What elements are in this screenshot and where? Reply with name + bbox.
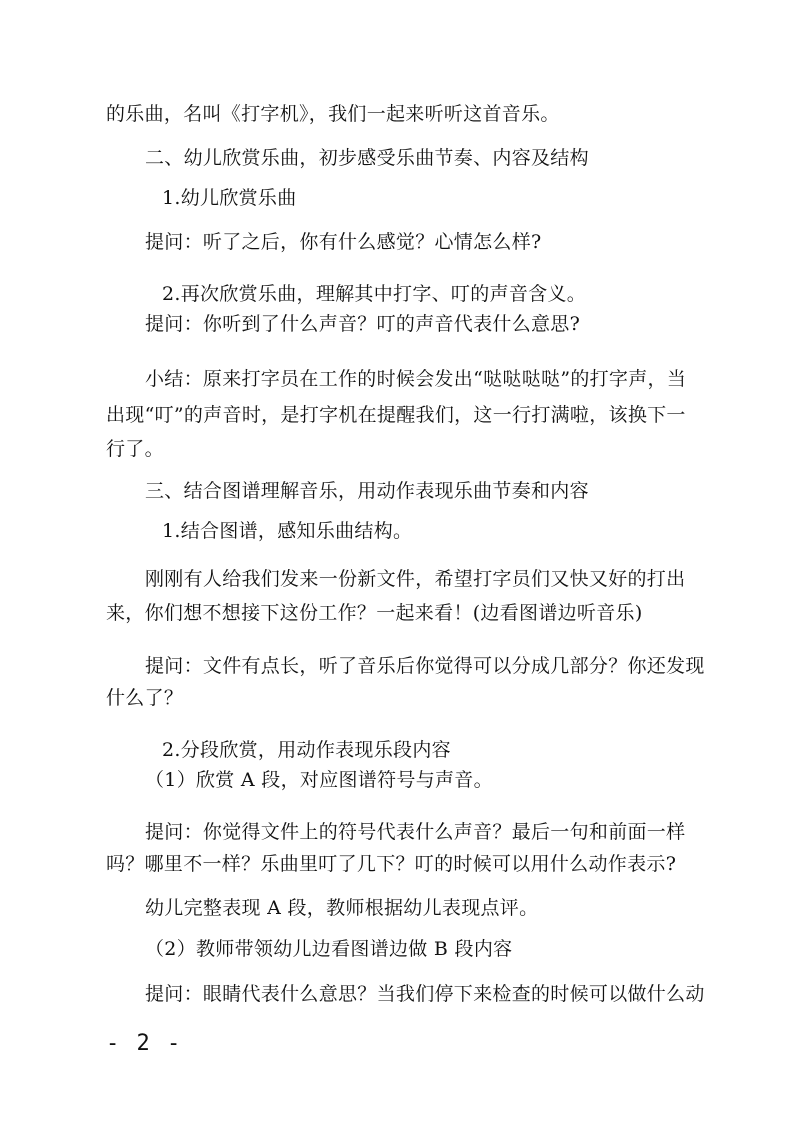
subsection-heading: 1.结合图谱，感知乐曲结构。 — [162, 520, 413, 542]
section-heading: 三、结合图谱理解音乐，用动作表现乐曲节奏和内容 — [145, 480, 589, 502]
paragraph-line: 吗？哪里不一样？乐曲里叮了几下？叮的时候可以用什么动作表示? — [106, 853, 677, 875]
paragraph-line: 行了。 — [106, 438, 164, 460]
page-number: - 2 - — [106, 1031, 183, 1056]
paragraph-line: 提问：眼睛代表什么意思？当我们停下来检查的时候可以做什么动 — [145, 983, 705, 1005]
subsection-heading: 2.再次欣赏乐曲，理解其中打字、叮的声音含义。 — [162, 283, 587, 305]
paragraph-line: 来，你们想不想接下这份工作？一起来看！(边看图谱边听音乐) — [106, 602, 643, 624]
paragraph-line: 提问：你听到了什么声音？叮的声音代表什么意思? — [145, 313, 581, 335]
paragraph-line: 提问：文件有点长，听了音乐后你觉得可以分成几部分？你还发现 — [145, 655, 705, 677]
paragraph-line: 出现“叮”的声音时，是打字机在提醒我们，这一行打满啦，该换下一 — [106, 404, 686, 426]
paragraph-line: 什么了？ — [106, 687, 184, 709]
paragraph-line: 幼儿完整表现 A 段，教师根据幼儿表现点评。 — [145, 897, 539, 919]
paragraph-line: 的乐曲，名叫《打字机》，我们一起来听听这首音乐。 — [106, 103, 560, 125]
paragraph-line: 提问：你觉得文件上的符号代表什么声音？最后一句和前面一样 — [145, 821, 686, 843]
subsection-heading: （2）教师带领幼儿边看图谱边做 B 段内容 — [145, 938, 513, 960]
subsection-heading: 1.幼儿欣赏乐曲 — [162, 187, 297, 209]
paragraph-line: 刚刚有人给我们发来一份新文件，希望打字员们又快又好的打出 — [145, 568, 686, 590]
subsection-heading: （1）欣赏 A 段，对应图谱符号与声音。 — [145, 769, 493, 791]
section-heading: 二、幼儿欣赏乐曲，初步感受乐曲节奏、内容及结构 — [145, 147, 589, 169]
paragraph-line: 提问：听了之后，你有什么感觉？心情怎么样? — [145, 231, 542, 253]
paragraph-line: 小结：原来打字员在工作的时候会发出“哒哒哒哒”的打字声，当 — [145, 368, 687, 390]
subsection-heading: 2.分段欣赏，用动作表现乐段内容 — [162, 739, 451, 761]
